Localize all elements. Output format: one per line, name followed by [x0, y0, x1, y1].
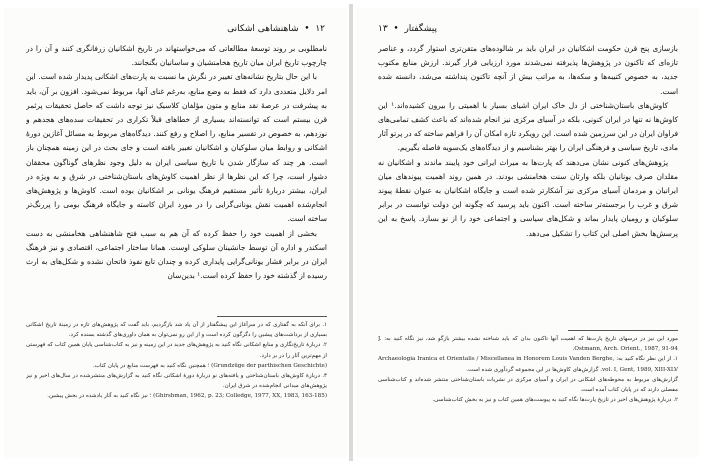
paragraph: بخشی از اهمیت خود را حفظ کرده که آن هم به سبب فتح شاهنشاهی هخامنشی به دست اسکندر و اداره آن توسط جانشینان سلوکی اوست. همانا ساختار اجتماعی، اقتصادی و نیز فرهنگ ایران در برابر فشار یونانی‌گرایی پایداری کرده و چندان تابع نفوذ فاتحان نشده و شکل‌های به ارث رسیده از گذشته خود را حفظ کرده است.¹ بدین‌سان	[26, 228, 327, 281]
left-footnotes	[26, 320, 327, 452]
book-gutter	[349, 4, 353, 461]
right-page	[356, 8, 698, 458]
right-page-number: ۱۳	[378, 24, 388, 34]
left-running-title: ۱۲ • شاهنشاهی اشکانی	[227, 24, 325, 34]
paragraph: نامطلوبی بر روند توسعهٔ مطالعاتی که می‌خواستهاند در تاریخ اشکانیان زرفانگری کنند و آن را در چارچوب تاریخ ایران میان تاریخ هخامنشیان و ساسانیان بگنجانند.	[26, 44, 327, 68]
right-body-text	[378, 42, 678, 322]
left-page	[4, 8, 347, 458]
footnote-rule	[217, 316, 327, 317]
right-footnotes	[378, 334, 678, 452]
footnote-rule	[568, 330, 678, 331]
left-header-title: شاهنشاهی اشکانی	[227, 24, 299, 34]
footnote: (Grundzüge der parthischen Geschichte) ؛ همچنین نگاه کنید به فهرست منابع در پایان کتاب.	[92, 362, 327, 369]
footnote: ۱. از این نظر نگاه کنید به: Archaeologia Iranica et Orientalis / Miscellanea in Honorem Louis Vanden Berghe, vol. I, Gent, 1989, XIII-XLV. گزارش‌های کاوش‌ها در این مجموعه گردآوری شده است.	[378, 356, 678, 373]
left-page-number: ۱۲	[315, 24, 325, 34]
footnote: مورد این نیز در درسهای تاریخ پارت‌ها که اهمیت آنها تاکنون بدان که باید شناخته نشده بیشتر بازگو شد، نیز نگاه کنید به: J. Ostmann, Arch. Orient., 1987, 91-94.	[378, 336, 678, 353]
footnote: ۱. برای آنکه به گفتاری که در سرآغاز این پیشگفتار از آن یاد شد بازگردیم، باید گفت که پژوهش‌های تازه در زمینهٔ تاریخ اشکانی بسیاری از برداشت‌های پیشین را دگرگون کرده است و از این رو نمی‌توان به همان داوری‌های گذشته بسنده کرد.	[26, 322, 327, 339]
footnote: ۲. دربارهٔ پژوهش‌های اخیر در تاریخ پارت‌ها نگاه کنید به پیوست‌های همین کتاب و نیز به بخش کتاب‌شناسی.	[432, 397, 678, 404]
right-page-header	[378, 22, 676, 36]
footnote: ۳. دربارهٔ کاوش‌های باستان‌شناختی و یافته‌های نو دربارهٔ دورهٔ اشکانی نگاه کنید به گزارش‌های منتشرشده در سال‌های اخیر و نیز پژوهش‌های میدانی انجام‌شده در شرق ایران.	[26, 373, 327, 390]
left-body-text	[26, 42, 327, 310]
footnote: ۲. دربارهٔ تاریخ‌نگاری و منابع اشکانی نگاه کنید به پژوهش‌های جدید در این زمینه و نیز به کتاب‌شناسی پایان همین کتاب که فهرستی از مهم‌ترین آثار را در بر دارد.	[26, 342, 327, 359]
left-page-header	[26, 22, 325, 36]
footnote: گزارش‌های مربوط به محوطه‌های اشکانی در ایران و آسیای مرکزی در نشریات باستان‌شناختی منتشر شده‌اند و کتاب‌شناسی مفصلی دارند که در پایان کتاب آمده است.	[378, 376, 678, 394]
right-running-title: پیشگفتار • ۱۳	[378, 24, 438, 34]
paragraph: کاوش‌های باستان‌شناختی از دل خاک ایران اشیای بسیار با اهمیتی را بیرون کشیده‌اند.¹ این کاوش‌ها نه تنها در ایران کنونی، بلکه در آسیای مرکزی نیز انجام شده‌اند که باعث کشف تمامی‌های فراوان ایران در این سرزمین شده است. این رویکرد تازه امکان آن را فراهم ساخته که در پرتو آثار مادی، تاریخ سیاسی و فرهنگی ایران را بهتر بشناسیم و از دیدگاه‌های یک‌سویه فاصله بگیریم.	[378, 100, 678, 153]
paragraph: پژوهش‌های کنونی نشان می‌دهند که پارت‌ها به میراث ایرانی خود پایبند ماندند و اشکانیان نه مقلدان صرف یونانیان بلکه وارثان سنت هخامنشی بودند. در همین روند اهمیت پیوندهای میان ایرانیان و مردمان آسیای مرکزی نیز آشکارتر شده است و جایگاه اشکانیان به عنوان نقطهٔ پیوند شرق و غرب را برجسته‌تر ساخته است. اکنون باید پرسید که چگونه این دولت توانست در برابر سلوکیان و رومیان پایدار بماند و شکل‌های سیاسی و اجتماعی خود را از نو بسازد. پاسخ به این پرسش‌ها بخش اصلی این کتاب را تشکیل می‌دهد.	[378, 157, 678, 238]
paragraph: با این حال بتاریخ نشانه‌های تغییر در نگرش ما نسبت به پارت‌های اشکانی پدیدار شده است. این امر دلایل متعددی دارد که فقط به وضع منابع، به‌رغم غنای آنها، مربوط نمی‌شود. افزون بر آن، باید به پیشرفت در عرصهٔ نقد منابع و متون مؤلفان کلاسیک نیز توجه داشت که حاصل تحقیقات پرثمر قرن بیستم است که توانسته‌اند بسیاری از خطاهای قبلاً تکراری در تحقیقات سده‌های هجدهم و نوزدهم، به خصوص در تفسیر منابع، را اصلاح و رفع کنند. دیدگاه‌های مربوط به مسائل آغازین دورهٔ اشکانی و روابط میان سلوکیان و اشکانیان تغییر یافته است و جای بحث در این زمینه همچنان باز است. هر چند که سازگار شدن با تاریخ سیاسی ایران به دلیل وجود نظرهای گوناگون محققان دشوار است، چرا که این نظرها از نظر اهمیت کاوش‌های باستان‌شناختی در شرق و به ویژه در ایران، بیشتر دربارهٔ تأثیر مستقیم فرهنگ یونانی بر اشکانیان بوده است. کاوش‌ها و پژوهش‌های انجام‌شده اهمیت نقش یونانی‌گرایی را در مورد ایران کاسته و جایگاه فرهنگ بومی را پررنگ‌تر ساخته است.	[26, 72, 327, 224]
right-header-title: پیشگفتار	[404, 24, 438, 34]
footnote: (Ghirshman, 1962, p. 23; Colledge, 1977, XX, 1983, 163-185) ؛ نیز نگاه کنید به آثار یادشده در بخش پیشین.	[47, 393, 327, 400]
paragraph: بازسازی پنج قرن حکومت اشکانیان در ایران باید بر شالوده‌های متقن‌تری استوار گردد، و عناصر تازه‌ای که تاکنون در پژوهش‌ها پذیرفته نمی‌شدند مورد ارزیابی قرار گیرند. ارزش منابع مکتوب جدید، به خصوص کتیبه‌ها و سکه‌ها، به مراتب بیش از آنچه تاکنون پنداشته می‌شد، دانسته شده است.	[378, 44, 678, 96]
